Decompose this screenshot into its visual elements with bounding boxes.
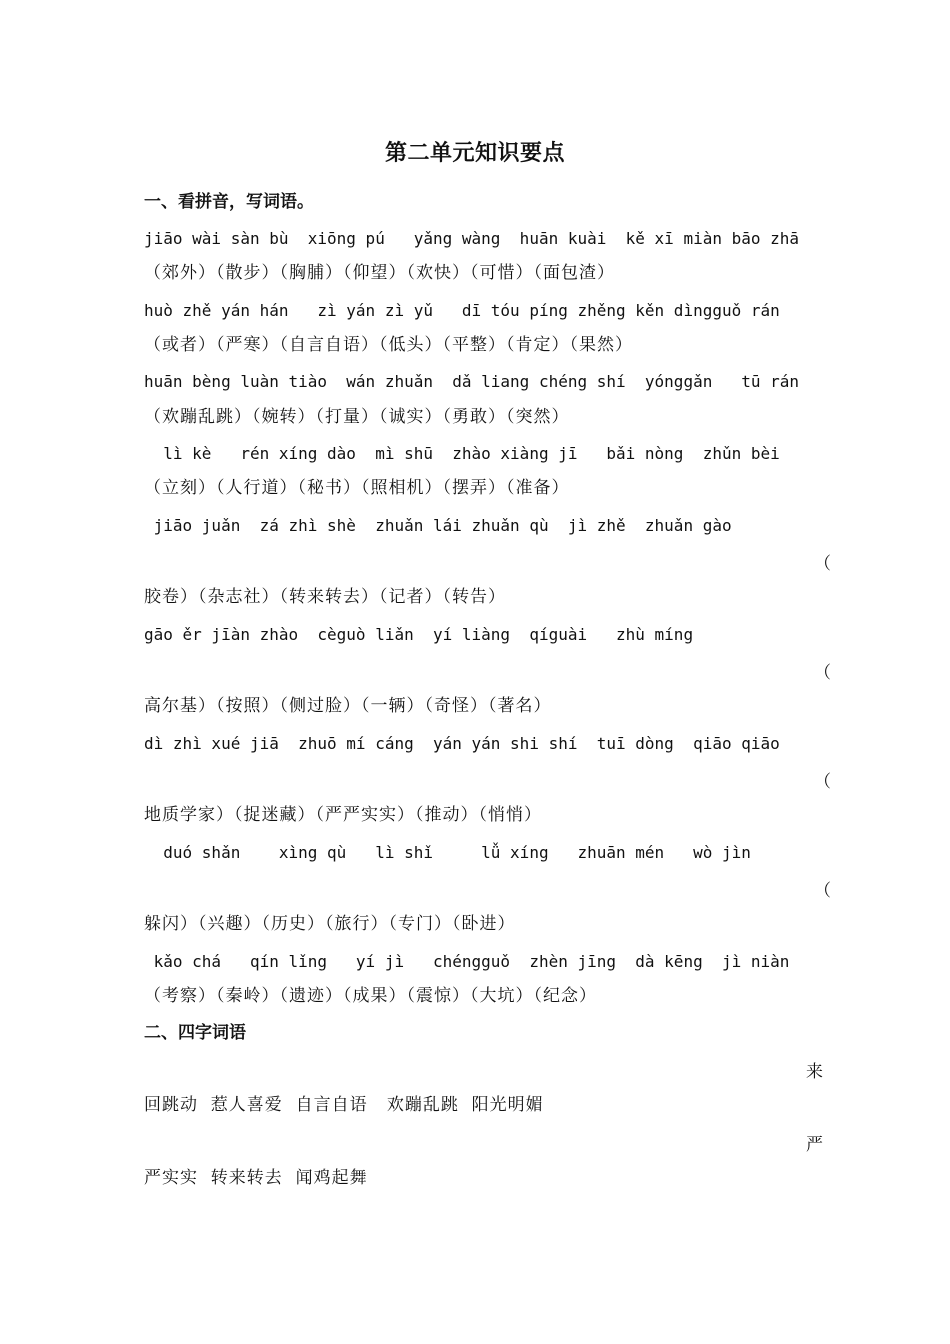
word-line: （考察）（秦岭）（遗迹）（成果）（震惊）（大坑）（纪念） bbox=[144, 986, 597, 1006]
word-line: （立刻）（人行道）（秘书）（照相机）（摆弄）（准备） bbox=[144, 478, 570, 498]
pinyin-line: dì zhì xué jiā zhuō mí cáng yán yán shi shí tuī dòng qiāo qiāo bbox=[144, 734, 780, 753]
page-title: 第二单元知识要点 bbox=[384, 141, 565, 166]
pinyin-line: duó shǎn xìng qù lì shǐ lǚ xíng zhuān mén wò jìn bbox=[144, 843, 751, 862]
word-line: 胶卷）（杂志社）（转来转去）（记者）（转告） bbox=[144, 587, 506, 607]
idiom-line: 回跳动 惹人喜爱 自言自语 欢蹦乱跳 阳光明媚 bbox=[144, 1095, 544, 1115]
pinyin-line: jiāo wài sàn bù xiōng pú yǎng wàng huān kuài kě xī miàn bāo zhā bbox=[144, 229, 800, 248]
pinyin-line: gāo ěr jīàn zhào cèguò liǎn yí liàng qíguài zhù míng bbox=[144, 625, 694, 644]
section-heading-pinyin: 一、看拼音，写词语。 bbox=[144, 192, 314, 212]
word-line: （或者）（严寒）（自言自语）（低头）（平整）（肯定）（果然） bbox=[144, 335, 633, 355]
pinyin-line: jiāo juǎn zá zhì shè zhuǎn lái zhuǎn qù jì zhě zhuǎn gào bbox=[144, 516, 732, 535]
wrapped-char: 来 bbox=[806, 1062, 823, 1082]
word-line: （郊外）（散步）（胸脯）（仰望）（欢快）（可惜）（面包渣） bbox=[144, 263, 615, 283]
word-line: 高尔基）（按照）（侧过脸）（一辆）（奇怪）（著名） bbox=[144, 696, 552, 716]
word-line: （欢蹦乱跳）（婉转）（打量）（诚实）（勇敢）（突然） bbox=[144, 407, 570, 427]
pinyin-line: huò zhě yán hán zì yán zì yǔ dī tóu píng zhěng kěn dìngguǒ rán bbox=[144, 301, 780, 320]
pinyin-line: kǎo chá qín lǐng yí jì chéngguǒ zhèn jīng dà kēng jì niàn bbox=[144, 952, 790, 971]
idiom-line: 严实实 转来转去 闻鸡起舞 bbox=[144, 1168, 368, 1188]
wrapped-paren: （ bbox=[814, 663, 831, 683]
word-line: 躲闪）（兴趣）（历史）（旅行）（专门）（卧进） bbox=[144, 914, 516, 934]
wrapped-char: 严 bbox=[806, 1135, 823, 1155]
section-heading-four-char: 二、四字词语 bbox=[144, 1023, 246, 1043]
pinyin-line: huān bèng luàn tiào wán zhuǎn dǎ liang chéng shí yónggǎn tū rán bbox=[144, 372, 800, 391]
word-line: 地质学家）（捉迷藏）（严严实实）（推动）（悄悄） bbox=[144, 805, 542, 825]
wrapped-paren: （ bbox=[814, 772, 831, 792]
pinyin-line: lì kè rén xíng dào mì shū zhào xiàng jī bǎi nòng zhǔn bèi bbox=[144, 444, 780, 463]
wrapped-paren: （ bbox=[814, 554, 831, 574]
wrapped-paren: （ bbox=[814, 881, 831, 901]
